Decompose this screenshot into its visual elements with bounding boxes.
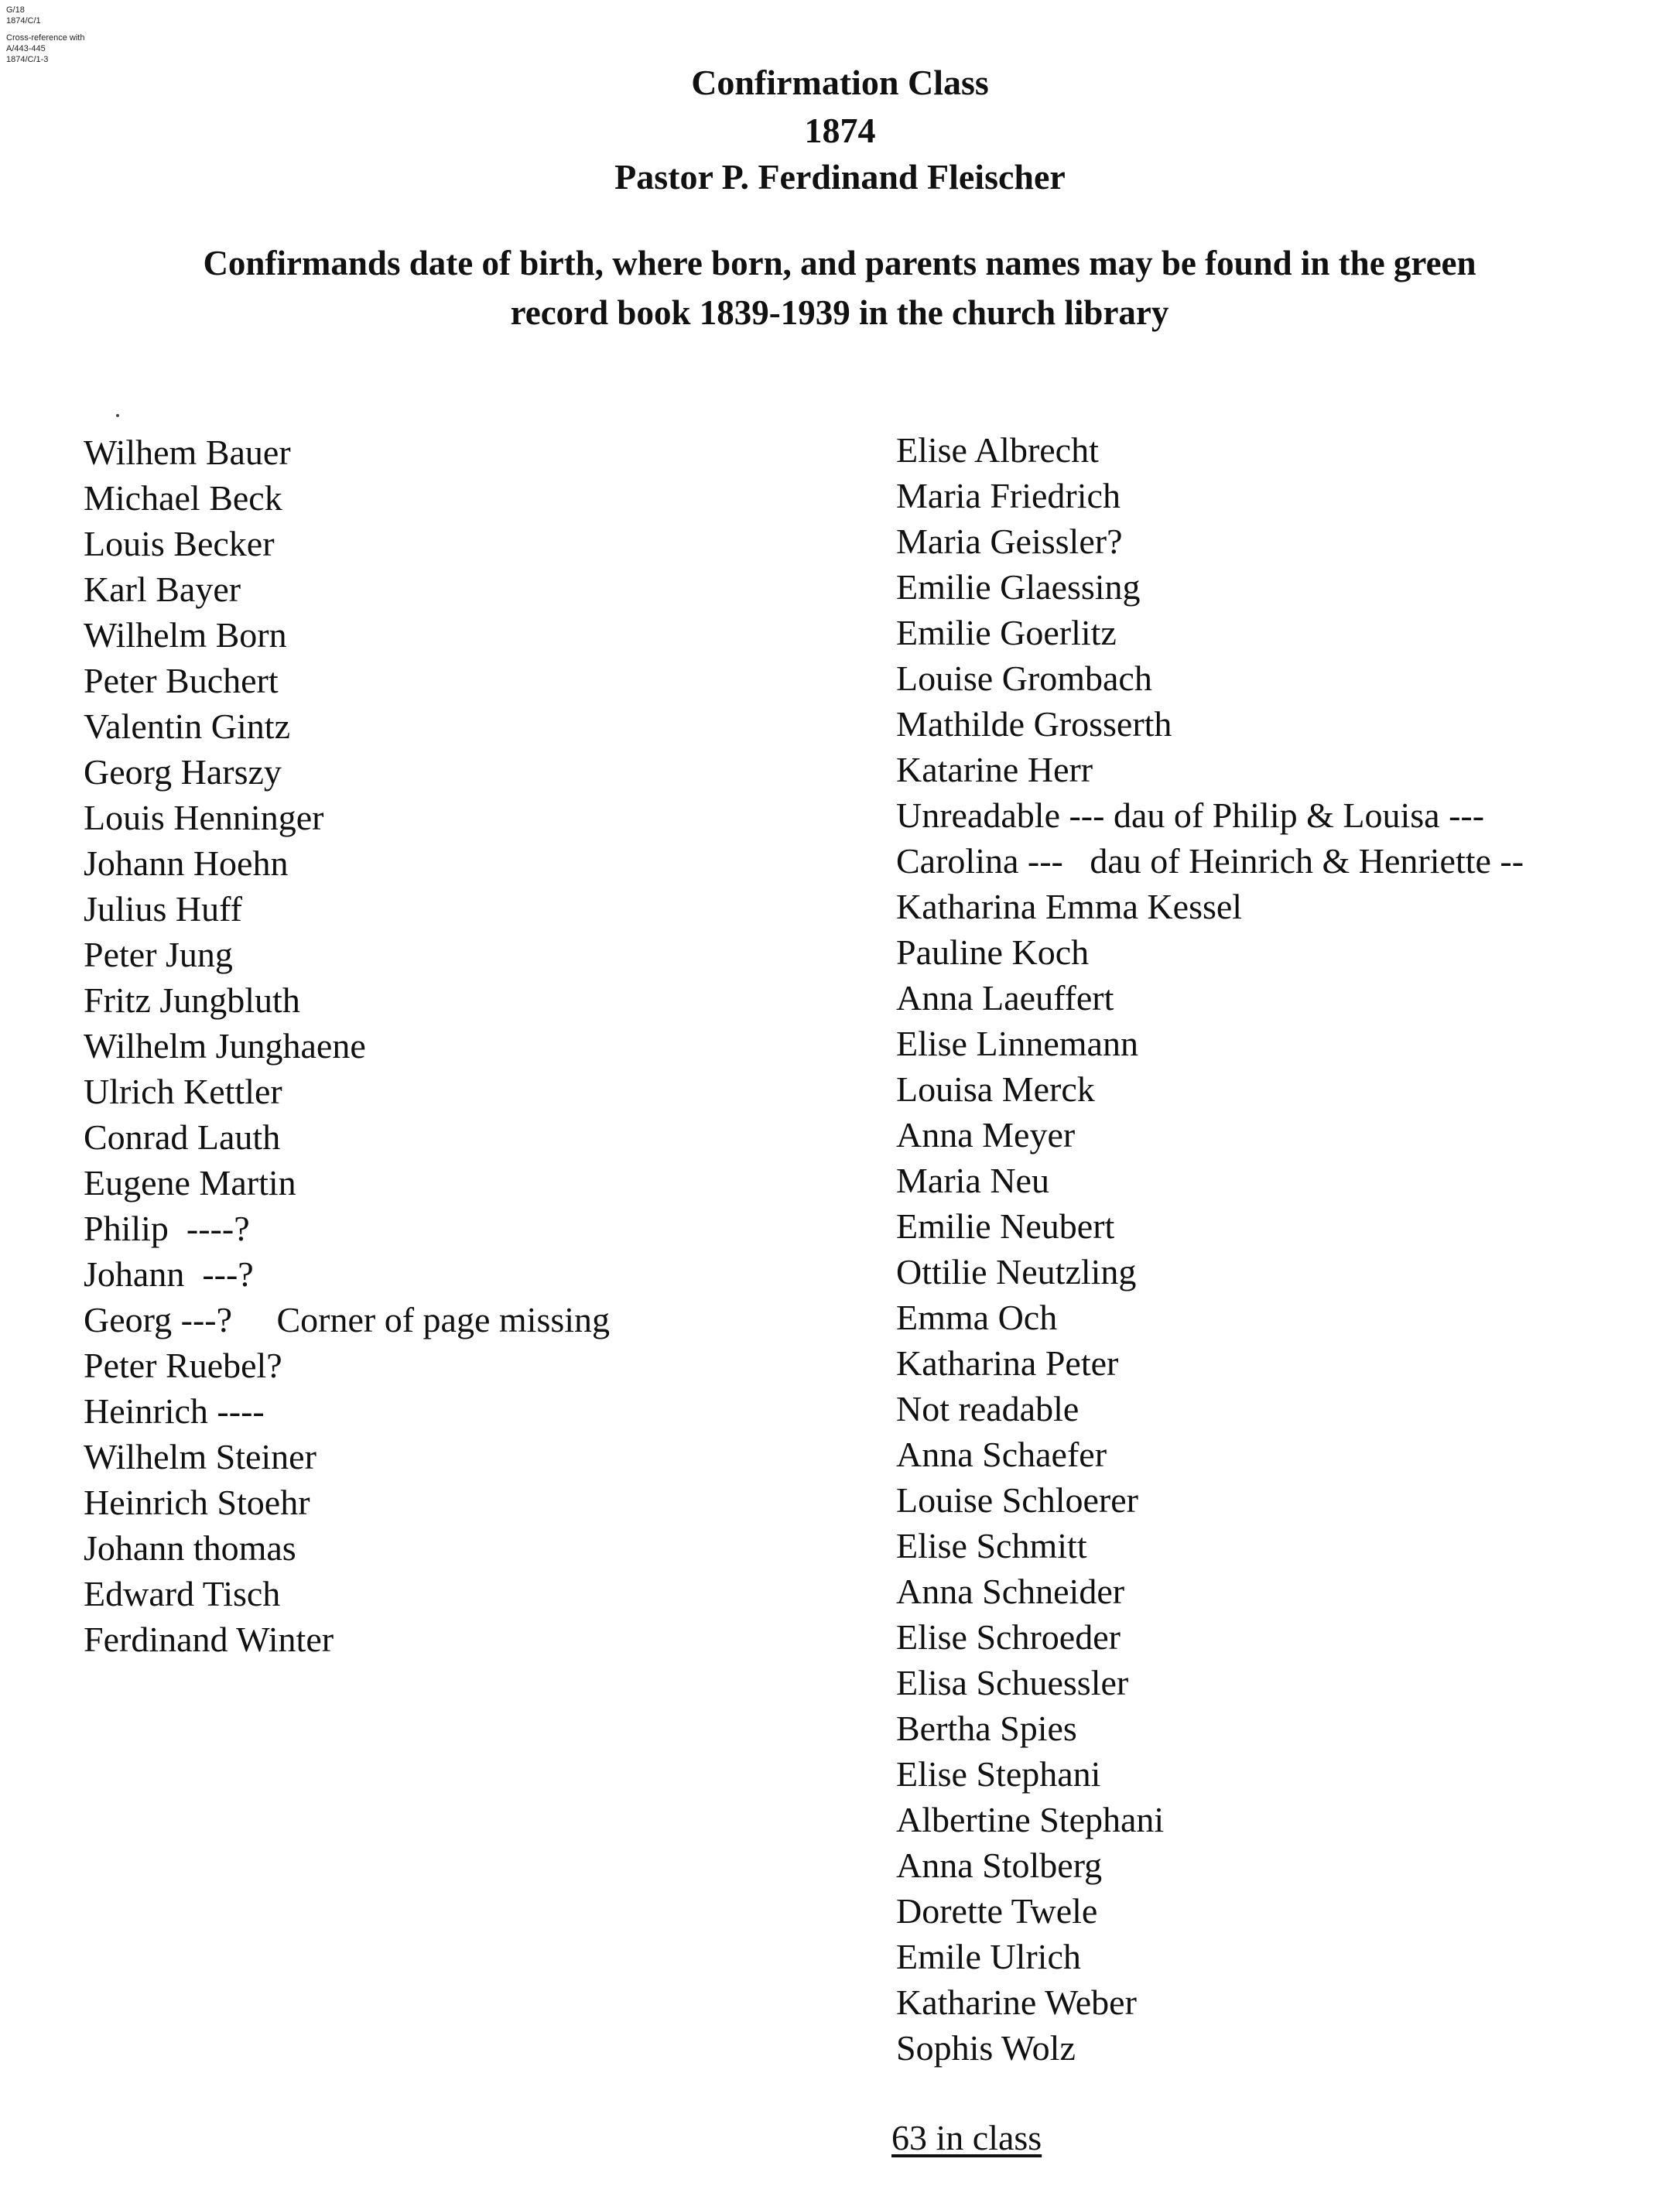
confirmand-name: Ulrich Kettler <box>84 1072 282 1111</box>
confirmand-name: Emma Och <box>896 1298 1058 1337</box>
scan-speck <box>116 414 119 417</box>
reference-note <box>6 5 84 65</box>
confirmand-name: Elise Linnemann <box>896 1024 1138 1063</box>
confirmand-name: Maria Geissler? <box>896 522 1123 561</box>
confirmand-name: Mathilde Grosserth <box>896 704 1172 744</box>
confirmand-name: Louis Becker <box>84 524 275 563</box>
confirmand-name: Julius Huff <box>84 889 242 929</box>
confirmand-name: Valentin Gintz <box>84 706 290 746</box>
confirmand-name: Elisa Schuessler <box>896 1663 1129 1702</box>
girls-name-list <box>896 427 1524 2071</box>
confirmand-name: Louis Henninger <box>84 798 324 837</box>
confirmand-name: Anna Schaefer <box>896 1435 1107 1474</box>
pastor-name: Pastor P. Ferdinand Fleischer <box>614 157 1066 197</box>
confirmand-name: Louise Grombach <box>896 659 1152 698</box>
confirmand-name: Katharine Weber <box>896 1982 1137 2022</box>
reference-line: 1874/C/1 <box>6 16 41 26</box>
document-title: Confirmation Class <box>691 63 989 102</box>
confirmand-name: Karl Bayer <box>84 570 241 609</box>
confirmand-name: Anna Meyer <box>896 1115 1076 1155</box>
confirmand-name: Ottilie Neutzling <box>896 1252 1137 1291</box>
confirmand-name: Anna Laeuffert <box>896 978 1114 1018</box>
record-note <box>116 238 1563 337</box>
confirmand-name: Carolina --- dau of Heinrich & Henriette -- <box>896 841 1524 881</box>
confirmand-name: Wilhem Bauer <box>84 433 291 472</box>
confirmand-name: Georg ---? Corner of page missing <box>84 1300 611 1339</box>
document-year: 1874 <box>804 111 876 150</box>
reference-line: G/18 <box>6 5 25 15</box>
confirmand-name: Katharina Peter <box>896 1343 1119 1383</box>
confirmand-name: Unreadable --- dau of Philip & Louisa --- <box>896 795 1485 835</box>
reference-line: A/443-445 <box>6 44 46 53</box>
confirmand-name: Eugene Martin <box>84 1163 296 1202</box>
confirmand-name: Johann thomas <box>84 1528 296 1568</box>
confirmand-name: Johann Hoehn <box>84 843 289 883</box>
confirmand-name: Conrad Lauth <box>84 1117 281 1157</box>
confirmand-name: Sophis Wolz <box>896 2028 1076 2068</box>
confirmand-name: Katarine Herr <box>896 750 1093 789</box>
confirmand-name: Louisa Merck <box>896 1069 1095 1109</box>
confirmand-name: Edward Tisch <box>84 1574 281 1613</box>
confirmand-name: Maria Friedrich <box>896 476 1121 515</box>
confirmand-name: Louise Schloerer <box>896 1480 1138 1520</box>
confirmand-name: Bertha Spies <box>896 1709 1077 1748</box>
confirmand-name: Philip ----? <box>84 1209 250 1248</box>
boys-name-list <box>84 429 610 1662</box>
confirmand-name: Peter Buchert <box>84 661 279 700</box>
confirmand-name: Not readable <box>896 1389 1080 1428</box>
confirmand-name: Albertine Stephani <box>896 1800 1165 1839</box>
confirmand-name: Ferdinand Winter <box>84 1620 334 1659</box>
confirmand-name: Johann ---? <box>84 1254 254 1294</box>
confirmand-name: Wilhelm Junghaene <box>84 1026 366 1066</box>
confirmand-name: Emile Ulrich <box>896 1937 1081 1976</box>
class-count: 63 in class <box>891 2118 1042 2157</box>
confirmand-name: Emilie Goerlitz <box>896 613 1117 652</box>
confirmand-name: Anna Stolberg <box>896 1846 1103 1885</box>
document-header <box>0 59 1680 201</box>
confirmand-name: Elise Stephani <box>896 1754 1101 1794</box>
confirmand-name: Anna Schneider <box>896 1572 1125 1611</box>
confirmand-name: Peter Ruebel? <box>84 1346 282 1385</box>
confirmand-name: Elise Schroeder <box>896 1617 1121 1657</box>
confirmand-name: Elise Albrecht <box>896 430 1099 470</box>
confirmand-name: Georg Harszy <box>84 752 282 792</box>
confirmand-name: Fritz Jungbluth <box>84 980 300 1020</box>
record-note-line: record book 1839-1939 in the church library <box>510 293 1169 332</box>
confirmand-name: Emilie Neubert <box>896 1206 1115 1246</box>
confirmand-name: Wilhelm Born <box>84 615 287 655</box>
confirmand-name: Maria Neu <box>896 1161 1049 1200</box>
confirmand-name: Heinrich ---- <box>84 1391 265 1431</box>
confirmand-name: Pauline Koch <box>896 932 1090 972</box>
confirmand-name: Dorette Twele <box>896 1891 1098 1931</box>
confirmand-name: Katharina Emma Kessel <box>896 887 1243 926</box>
confirmand-name: Michael Beck <box>84 478 282 518</box>
record-note-line: Confirmands date of birth, where born, and parents names may be found in the green <box>203 244 1476 282</box>
confirmand-name: Heinrich Stoehr <box>84 1483 310 1522</box>
reference-line: 1874/C/1-3 <box>6 55 49 64</box>
confirmand-name: Elise Schmitt <box>896 1526 1087 1565</box>
confirmand-name: Wilhelm Steiner <box>84 1437 316 1476</box>
reference-line: Cross-reference with <box>6 33 85 43</box>
confirmand-name: Emilie Glaessing <box>896 567 1141 607</box>
confirmand-name: Peter Jung <box>84 935 233 974</box>
